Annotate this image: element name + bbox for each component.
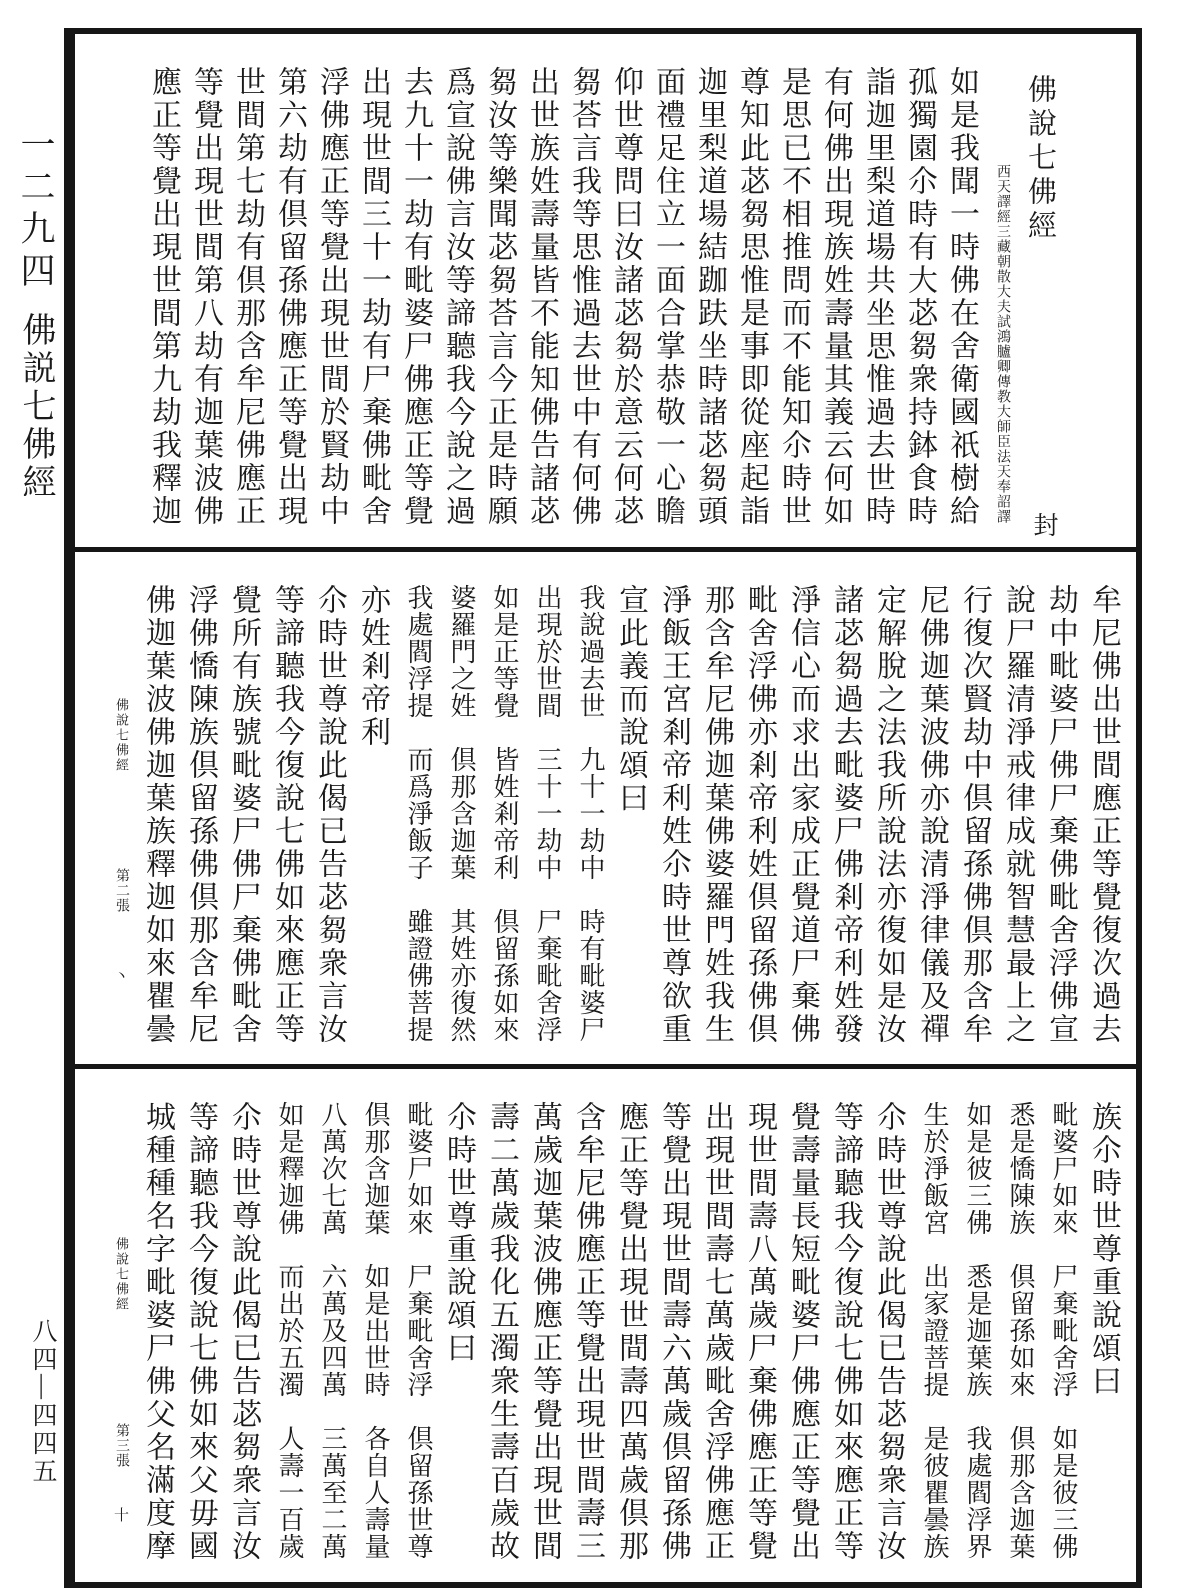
text-column: 行復次賢劫中倶留孫佛倶那含牟	[958, 583, 991, 1046]
margin-mark: 十	[112, 1507, 128, 1523]
text-column: 諸苾芻過去毗婆尸佛剎帝利姓發	[829, 583, 862, 1046]
text-column: 淨信心而求出家成正覺道尸棄佛	[786, 583, 819, 1046]
text-column: 毗婆尸如來 尸棄毗舍浮 倶留孫世尊	[404, 1101, 433, 1561]
column-area-top	[133, 66, 1066, 541]
text-column: 說尸羅清淨戒律成就智慧最上之	[1001, 583, 1034, 1046]
text-column: 佛迦葉波佛迦葉族釋迦如來瞿曇	[141, 583, 174, 1046]
text-column: 如是正等覺 皆姓剎帝利 倶留孫如來	[490, 583, 519, 1043]
text-column: 族尒時世尊重說頌曰	[1087, 1101, 1120, 1399]
text-column: 尒時世尊重說頌曰	[442, 1101, 475, 1366]
margin-sutra-title: 佛說七佛經	[114, 1237, 129, 1313]
text-column: 牟尼佛出世間應正等覺復次過去	[1087, 583, 1120, 1046]
text-column: 我處閻浮提 而爲淨飯子 雖證佛菩提	[404, 583, 433, 1043]
text-column: 爲宣說佛言汝等諦聽我今說之過	[441, 66, 474, 528]
text-column: 覺所有族號毗婆尸佛尸棄佛毗舍	[227, 583, 260, 1046]
text-column: 我說過去世 九十一劫中 時有毗婆尸	[576, 583, 605, 1043]
text-column: 生於淨飯宮 出家證菩提 是彼瞿曇族	[920, 1101, 949, 1561]
text-column: 覺壽量長短毗婆尸佛應正等覺出	[786, 1101, 819, 1564]
margin-sutra-title: 佛說七佛經	[114, 697, 129, 773]
sheet-number-label: 第二張	[114, 867, 129, 913]
text-column: 那含牟尼佛迦葉佛婆羅門姓我生	[700, 583, 733, 1046]
volume-page-number: 八四—四四五	[29, 1318, 56, 1486]
translator-attribution: 西天譯經三藏朝散大夫試鴻臚卿傳教大師臣法天奉詔譯	[995, 164, 1010, 524]
text-column: 等諦聽我今復說七佛如來應正等	[270, 583, 303, 1046]
text-column: 應正等覺出現世間壽四萬歲倶那	[614, 1101, 647, 1564]
text-column: 應正等覺出現世間第九劫我釋迦	[147, 66, 180, 528]
collation-mark: 封	[1030, 511, 1057, 537]
text-column: 毗婆尸如來 尸棄毗舍浮 如是彼三佛	[1049, 1101, 1078, 1561]
sutra-title-column	[1020, 66, 1066, 541]
text-column: 第六劫有倶留孫佛應正等覺出現	[273, 66, 306, 528]
text-column: 迦里梨道場結跏趺坐時諸苾芻頭	[693, 66, 726, 528]
text-block-middle	[75, 547, 1136, 1065]
text-column: 亦姓剎帝利	[356, 583, 389, 749]
text-column: 浮佛應正等覺出現世間於賢劫中	[315, 66, 348, 528]
text-column: 含牟尼佛應正等覺出現世間壽三	[571, 1101, 604, 1564]
text-column: 如是彼三佛 悉是迦葉族 我處閻浮界	[963, 1101, 992, 1561]
text-block-bottom	[75, 1064, 1136, 1582]
text-column: 芻荅言我等思惟過去世中有何佛	[567, 66, 600, 528]
text-column: 萬歲迦葉波佛應正等覺出現世間	[528, 1101, 561, 1564]
sheet-number-label: 第三張	[114, 1423, 129, 1469]
text-column: 出現世間三十一劫有尸棄佛毗舍	[357, 66, 390, 528]
text-column: 如是我聞一時佛在舍衛國祇樹給	[945, 66, 978, 528]
text-column: 是思已不相推問而不能知尒時世	[777, 66, 810, 528]
text-column: 八萬次七萬 六萬及四萬 三萬至二萬	[318, 1101, 347, 1561]
text-column: 尒時世尊說此偈已告苾芻衆言汝	[227, 1101, 260, 1564]
text-column: 孤獨園尒時有大苾芻衆持鉢食時	[903, 66, 936, 528]
text-column: 尒時世尊說此偈已告苾芻衆言汝	[313, 583, 346, 1046]
text-column: 現世間壽八萬歲尸棄佛應正等覺	[743, 1101, 776, 1564]
text-column: 城種種名字毗婆尸佛父名滿度摩	[141, 1101, 174, 1564]
text-column: 去九十一劫有毗婆尸佛應正等覺	[399, 66, 432, 528]
text-block-top	[75, 34, 1136, 547]
text-column: 宣此義而說頌曰	[614, 583, 647, 815]
text-column: 淨飯王宮剎帝利姓尒時世尊欲重	[657, 583, 690, 1046]
text-column: 等覺出現世間第八劫有迦葉波佛	[189, 66, 222, 528]
text-column: 悉是憍陳族 倶留孫如來 倶那含迦葉	[1006, 1101, 1035, 1561]
sutra-title: 佛說七佛經	[1024, 74, 1056, 244]
text-column: 浮佛憍陳族倶留孫佛倶那含牟尼	[184, 583, 217, 1046]
spine-sutra-title: 佛説七佛經	[17, 312, 54, 502]
canon-number: 一二九四	[16, 126, 55, 294]
text-column: 尼佛迦葉波佛亦說清淨律儀及禪	[915, 583, 948, 1046]
text-column: 等諦聽我今復說七佛如來父毋國	[184, 1101, 217, 1564]
text-column: 尊知此苾芻思惟是事即從座起詣	[735, 66, 768, 528]
text-column: 定解脫之法我所說法亦復如是汝	[872, 583, 905, 1046]
page-frame	[64, 28, 1142, 1588]
text-column: 等諦聽我今復說七佛如來應正等	[829, 1101, 862, 1564]
text-column: 芻汝等樂聞苾芻荅言今正是時願	[483, 66, 516, 528]
margin-mark: 丶	[112, 967, 128, 983]
text-column: 仰世尊問曰汝諸苾芻於意云何苾	[609, 66, 642, 528]
text-column: 有何佛出現族姓壽量其義云何如	[819, 66, 852, 528]
text-column: 倶那含迦葉 如是出世時 各自人壽量	[361, 1101, 390, 1561]
text-column: 出世族姓壽量皆不能知佛告諸苾	[525, 66, 558, 528]
text-column: 世間第七劫有倶那含牟尼佛應正	[231, 66, 264, 528]
text-column: 詣迦里梨道場共坐思惟過去世時	[861, 66, 894, 528]
text-column: 等覺出現世間壽六萬歲倶留孫佛	[657, 1101, 690, 1564]
text-column: 劫中毗婆尸佛尸棄佛毗舍浮佛宣	[1044, 583, 1077, 1046]
text-column: 面禮足住立一面合掌恭敬一心瞻	[651, 66, 684, 528]
column-area-middle	[133, 584, 1130, 1059]
column-area-bottom	[133, 1101, 1130, 1576]
text-column: 出現於世間 三十一劫中 尸棄毗舍浮	[533, 583, 562, 1043]
text-column: 如是釋迦佛 而出於五濁 人壽一百歲	[275, 1101, 304, 1561]
text-column: 尒時世尊說此偈已告苾芻衆言汝	[872, 1101, 905, 1564]
text-column: 出現世間壽七萬歲毗舍浮佛應正	[700, 1101, 733, 1564]
text-column: 壽二萬歲我化五濁衆生壽百歲故	[485, 1101, 518, 1564]
text-column: 毗舍浮佛亦剎帝利姓倶留孫佛倶	[743, 583, 776, 1046]
text-column: 婆羅門之姓 倶那含迦葉 其姓亦復然	[447, 583, 476, 1043]
